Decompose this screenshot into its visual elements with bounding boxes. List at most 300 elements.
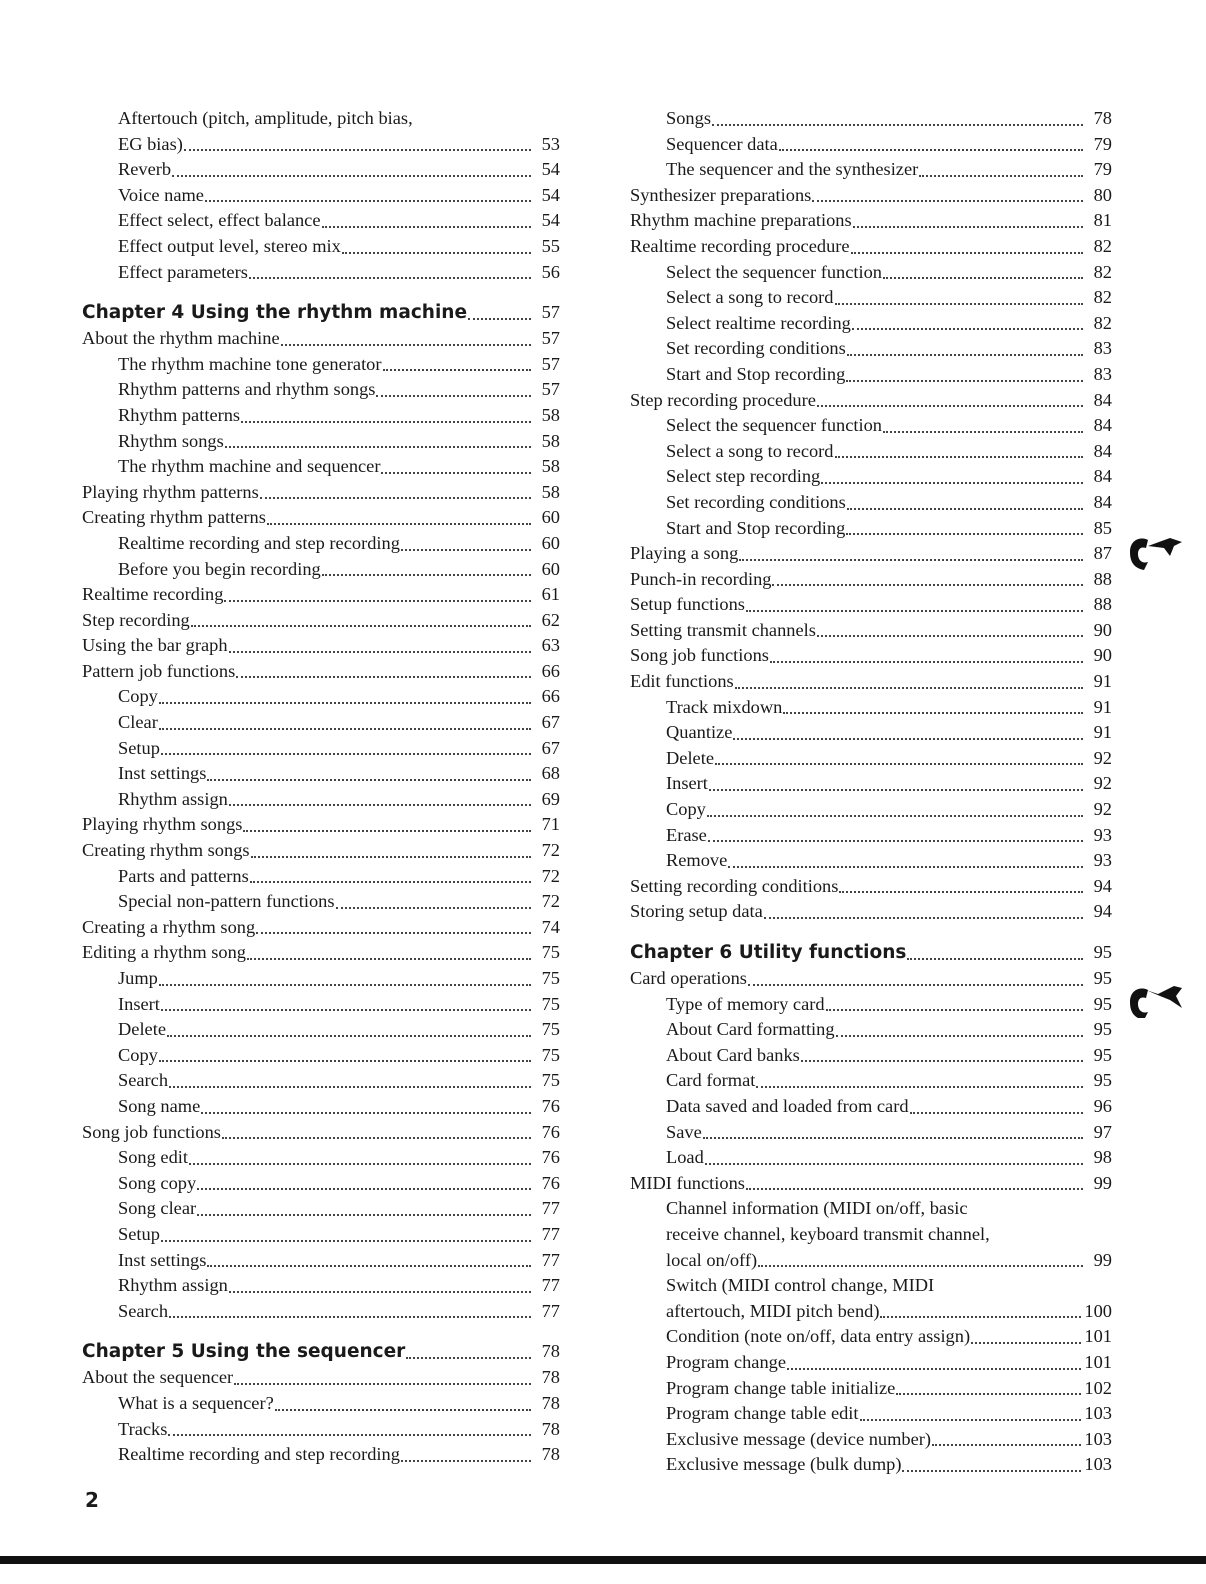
toc-entry bbox=[630, 992, 1112, 1018]
toc-leader-dots bbox=[201, 1112, 531, 1114]
toc-entry bbox=[630, 464, 1112, 490]
toc-entry bbox=[630, 1017, 1112, 1043]
toc-entry-page: 77 bbox=[541, 1300, 560, 1321]
toc-entry bbox=[630, 746, 1112, 772]
toc-leader-dots bbox=[746, 610, 1083, 612]
toc-entry bbox=[82, 157, 560, 183]
toc-entry-page: 67 bbox=[541, 712, 560, 733]
toc-entry-page: 58 bbox=[541, 404, 560, 425]
toc-leader-dots bbox=[733, 738, 1083, 740]
toc-entry-page: 101 bbox=[1084, 1351, 1112, 1372]
toc-entry-title: Playing rhythm patterns bbox=[82, 481, 259, 502]
toc-leader-dots bbox=[281, 344, 531, 346]
toc-entry-title: Search bbox=[118, 1070, 169, 1091]
toc-entry bbox=[630, 234, 1112, 260]
toc-entry bbox=[630, 439, 1112, 465]
toc-entry-page: 78 bbox=[541, 1444, 560, 1465]
toc-entry bbox=[630, 1401, 1112, 1427]
toc-entry bbox=[82, 992, 560, 1018]
toc-entry bbox=[82, 710, 560, 736]
toc-leader-dots bbox=[707, 815, 1083, 817]
toc-entry bbox=[630, 695, 1112, 721]
toc-entry bbox=[630, 592, 1112, 618]
toc-leader-dots bbox=[468, 318, 531, 320]
chapter-tab-mark-5 bbox=[1126, 534, 1182, 570]
toc-entry-title: Select step recording bbox=[666, 466, 821, 487]
toc-entry-title: Quantize bbox=[666, 722, 733, 743]
toc-entry-title: Step recording bbox=[82, 609, 190, 630]
toc-entry-title: Copy bbox=[118, 686, 158, 707]
toc-leader-dots bbox=[205, 200, 531, 202]
toc-entry-page: 95 bbox=[1093, 968, 1112, 988]
toc-entry-page: 84 bbox=[1093, 491, 1112, 512]
toc-entry bbox=[82, 736, 560, 762]
toc-chapter-heading bbox=[82, 1338, 560, 1365]
toc-entry-title: Special non-pattern functions bbox=[118, 891, 335, 912]
toc-leader-dots bbox=[853, 226, 1083, 228]
toc-entry-title: Inst settings bbox=[118, 763, 207, 784]
toc-entry-page: 91 bbox=[1093, 671, 1112, 692]
toc-entry bbox=[82, 1171, 560, 1197]
toc-entry-title: Setup bbox=[118, 737, 160, 758]
toc-leader-dots bbox=[229, 1291, 531, 1293]
toc-leader-dots bbox=[846, 533, 1083, 535]
toc-entry-title: Creating a rhythm song bbox=[82, 916, 256, 937]
toc-entry-title: Punch-in recording bbox=[630, 568, 772, 589]
toc-entry-title: Editing a rhythm song bbox=[82, 942, 246, 963]
toc-entry bbox=[82, 106, 560, 132]
toc-entry-title: Remove bbox=[666, 850, 728, 871]
toc-leader-dots bbox=[243, 830, 531, 832]
toc-entry-title: About Card banks bbox=[666, 1044, 800, 1065]
toc-entry-title: Select the sequencer function bbox=[666, 415, 883, 436]
toc-leader-dots bbox=[851, 252, 1083, 254]
toc-entry-page: 66 bbox=[541, 686, 560, 707]
toc-entry-title: Card format bbox=[666, 1070, 756, 1091]
toc-leader-dots bbox=[207, 779, 531, 781]
toc-entry-page: 57 bbox=[541, 302, 560, 323]
toc-entry bbox=[82, 1017, 560, 1043]
toc-leader-dots bbox=[172, 175, 531, 177]
toc-entry-page: 93 bbox=[1093, 850, 1112, 871]
toc-entry-page: 84 bbox=[1093, 389, 1112, 410]
toc-entry bbox=[82, 429, 560, 455]
toc-entry bbox=[82, 377, 560, 403]
toc-entry-page: 75 bbox=[541, 1044, 560, 1065]
toc-entry-page: 102 bbox=[1084, 1377, 1112, 1398]
toc-entry-page: 94 bbox=[1093, 875, 1112, 896]
toc-entry-title: Setup functions bbox=[630, 594, 745, 615]
toc-entry-title: receive channel, keyboard transmit channel, bbox=[666, 1223, 990, 1244]
toc-leader-dots bbox=[161, 753, 531, 755]
toc-leader-dots bbox=[159, 1060, 531, 1062]
toc-entry-title: EG bias) bbox=[118, 133, 183, 154]
toc-leader-dots bbox=[883, 277, 1083, 279]
toc-entry bbox=[82, 326, 560, 352]
toc-entry-page: 58 bbox=[541, 456, 560, 477]
toc-entry bbox=[630, 362, 1112, 388]
toc-entry bbox=[630, 797, 1112, 823]
toc-entry-page: 79 bbox=[1093, 133, 1112, 154]
toc-leader-dots bbox=[783, 712, 1083, 714]
toc-entry bbox=[630, 720, 1112, 746]
toc-entry bbox=[82, 1365, 560, 1391]
toc-entry-title: Condition (note on/off, data entry assign) bbox=[666, 1326, 971, 1347]
toc-entry-title: Sequencer data bbox=[666, 133, 778, 154]
toc-leader-dots bbox=[846, 380, 1083, 382]
toc-leader-dots bbox=[779, 149, 1083, 151]
toc-entry-title: Delete bbox=[666, 747, 714, 768]
toc-entry-title: Exclusive message (device number) bbox=[666, 1428, 932, 1449]
toc-entry bbox=[630, 541, 1112, 567]
toc-entry-title: Song name bbox=[118, 1095, 201, 1116]
toc-leader-dots bbox=[251, 856, 531, 858]
toc-entry bbox=[82, 608, 560, 634]
toc-entry-title: Select the sequencer function bbox=[666, 261, 883, 282]
toc-entry bbox=[82, 1442, 560, 1468]
toc-entry-page: 99 bbox=[1093, 1172, 1112, 1193]
toc-leader-dots bbox=[225, 446, 531, 448]
toc-entry-title: Delete bbox=[118, 1019, 166, 1040]
toc-entry-title: Pattern job functions bbox=[82, 660, 236, 681]
toc-entry-page: 66 bbox=[541, 660, 560, 681]
toc-entry-title: About the rhythm machine bbox=[82, 328, 280, 349]
toc-entry bbox=[82, 403, 560, 429]
toc-entry bbox=[630, 771, 1112, 797]
toc-entry bbox=[630, 966, 1112, 992]
toc-entry-title: Playing rhythm songs bbox=[82, 814, 243, 835]
toc-entry bbox=[82, 208, 560, 234]
toc-entry-title: What is a sequencer? bbox=[118, 1392, 274, 1413]
toc-entry bbox=[630, 1171, 1112, 1197]
toc-entry bbox=[82, 183, 560, 209]
toc-leader-dots bbox=[847, 508, 1083, 510]
toc-leader-dots bbox=[764, 917, 1083, 919]
toc-leader-dots bbox=[817, 405, 1083, 407]
toc-leader-dots bbox=[708, 840, 1083, 842]
toc-entry-page: 92 bbox=[1093, 799, 1112, 820]
toc-entry-page: 88 bbox=[1093, 568, 1112, 589]
toc-entry bbox=[630, 1273, 1112, 1299]
toc-entry bbox=[82, 659, 560, 685]
toc-leader-dots bbox=[322, 226, 531, 228]
toc-leader-dots bbox=[159, 984, 531, 986]
toc-leader-dots bbox=[197, 1188, 531, 1190]
toc-entry-title: Channel information (MIDI on/off, basic bbox=[666, 1198, 968, 1219]
toc-entry-title: Setup bbox=[118, 1223, 160, 1244]
toc-entry-page: 58 bbox=[541, 430, 560, 451]
toc-entry bbox=[630, 823, 1112, 849]
toc-entry bbox=[630, 1120, 1112, 1146]
toc-entry bbox=[630, 311, 1112, 337]
toc-entry-page: 103 bbox=[1084, 1428, 1112, 1449]
toc-entry-page: 90 bbox=[1093, 645, 1112, 666]
toc-entry-page: 82 bbox=[1093, 312, 1112, 333]
toc-entry-page: 84 bbox=[1093, 440, 1112, 461]
toc-entry-title: About the sequencer bbox=[82, 1367, 234, 1388]
toc-leader-dots bbox=[907, 958, 1083, 960]
toc-entry-page: 77 bbox=[541, 1249, 560, 1270]
toc-leader-dots bbox=[381, 472, 531, 474]
toc-leader-dots bbox=[835, 303, 1083, 305]
toc-leader-dots bbox=[739, 559, 1083, 561]
toc-entry bbox=[630, 1299, 1112, 1325]
toc-entry bbox=[82, 582, 560, 608]
toc-entry-page: 54 bbox=[541, 210, 560, 231]
toc-entry-page: 87 bbox=[1093, 543, 1112, 564]
toc-leader-dots bbox=[191, 625, 531, 627]
toc-leader-dots bbox=[275, 1409, 531, 1411]
toc-entry bbox=[630, 260, 1112, 286]
toc-entry bbox=[630, 1094, 1112, 1120]
toc-entry-title: Set recording conditions bbox=[666, 491, 846, 512]
toc-entry-page: 74 bbox=[541, 916, 560, 937]
toc-entry-page: 61 bbox=[541, 584, 560, 605]
toc-right-column bbox=[630, 106, 1112, 1478]
toc-entry-page: 93 bbox=[1093, 824, 1112, 845]
toc-entry-page: 95 bbox=[1093, 993, 1112, 1014]
toc-entry-title: Inst settings bbox=[118, 1249, 207, 1270]
toc-leader-dots bbox=[189, 1163, 531, 1165]
toc-entry-title: Insert bbox=[666, 773, 708, 794]
toc-entry-title: Realtime recording and step recording bbox=[118, 532, 400, 553]
toc-entry-page: 75 bbox=[541, 1019, 560, 1040]
toc-entry-page: 63 bbox=[541, 635, 560, 656]
toc-leader-dots bbox=[229, 804, 531, 806]
toc-entry bbox=[630, 208, 1112, 234]
toc-entry-page: 60 bbox=[541, 507, 560, 528]
toc-entry-page: 57 bbox=[541, 328, 560, 349]
toc-leader-dots bbox=[932, 1444, 1081, 1446]
toc-entry-title: Type of memory card bbox=[666, 993, 825, 1014]
toc-leader-dots bbox=[401, 1460, 531, 1462]
toc-entry-page: 103 bbox=[1084, 1454, 1112, 1475]
toc-entry-title: Clear bbox=[118, 712, 158, 733]
toc-entry-title: Save bbox=[666, 1121, 702, 1142]
toc-leader-dots bbox=[836, 1035, 1083, 1037]
toc-entry-page: 78 bbox=[541, 1418, 560, 1439]
toc-entry-title: Song edit bbox=[118, 1147, 188, 1168]
toc-entry-page: 103 bbox=[1084, 1403, 1112, 1424]
toc-leader-dots bbox=[715, 763, 1083, 765]
toc-entry-page: 76 bbox=[541, 1147, 560, 1168]
toc-leader-dots bbox=[772, 584, 1083, 586]
toc-entry-title: The rhythm machine tone generator bbox=[118, 353, 382, 374]
toc-entry bbox=[82, 684, 560, 710]
toc-entry bbox=[82, 1391, 560, 1417]
toc-leader-dots bbox=[260, 497, 531, 499]
toc-entry-title: Effect parameters bbox=[118, 261, 248, 282]
toc-entry bbox=[82, 1094, 560, 1120]
toc-entry-title: Exclusive message (bulk dump) bbox=[666, 1454, 902, 1475]
toc-entry bbox=[630, 336, 1112, 362]
toc-leader-dots bbox=[839, 891, 1083, 893]
toc-leader-dots bbox=[159, 702, 531, 704]
toc-leader-dots bbox=[883, 431, 1083, 433]
toc-entry bbox=[630, 1248, 1112, 1274]
toc-entry-page: 78 bbox=[541, 1367, 560, 1388]
toc-entry-page: 77 bbox=[541, 1275, 560, 1296]
toc-leader-dots bbox=[770, 661, 1083, 663]
toc-entry-title: Rhythm patterns bbox=[118, 404, 241, 425]
toc-entry-title: Start and Stop recording bbox=[666, 363, 846, 384]
toc-entry bbox=[82, 1120, 560, 1146]
toc-entry bbox=[630, 848, 1112, 874]
bottom-rule bbox=[0, 1556, 1206, 1564]
toc-entry-page: 71 bbox=[541, 814, 560, 835]
toc-entry-page: 54 bbox=[541, 184, 560, 205]
toc-entry bbox=[630, 1196, 1112, 1222]
toc-leader-dots bbox=[746, 1188, 1083, 1190]
toc-leader-dots bbox=[197, 1214, 531, 1216]
toc-entry-page: 82 bbox=[1093, 261, 1112, 282]
toc-entry bbox=[630, 1452, 1112, 1478]
toc-leader-dots bbox=[728, 866, 1083, 868]
toc-entry-page: 62 bbox=[541, 609, 560, 630]
toc-leader-dots bbox=[709, 789, 1083, 791]
toc-leader-dots bbox=[748, 984, 1083, 986]
toc-entry-page: 77 bbox=[541, 1198, 560, 1219]
toc-entry-page: 72 bbox=[541, 865, 560, 886]
toc-entry bbox=[82, 1043, 560, 1069]
toc-leader-dots bbox=[817, 635, 1083, 637]
toc-entry-title: Chapter 4 Using the rhythm machine bbox=[82, 302, 468, 324]
toc-entry-page: 84 bbox=[1093, 466, 1112, 487]
toc-entry-page: 53 bbox=[541, 133, 560, 154]
toc-entry-title: Song clear bbox=[118, 1198, 197, 1219]
toc-entry bbox=[82, 260, 560, 286]
toc-leader-dots bbox=[236, 676, 531, 678]
toc-entry-page: 83 bbox=[1093, 363, 1112, 384]
toc-leader-dots bbox=[847, 354, 1083, 356]
toc-leader-dots bbox=[401, 549, 531, 551]
toc-leader-dots bbox=[159, 728, 531, 730]
toc-leader-dots bbox=[161, 1009, 531, 1011]
toc-entry-title: Realtime recording procedure bbox=[630, 235, 850, 256]
toc-entry bbox=[82, 1417, 560, 1443]
toc-entry bbox=[630, 1427, 1112, 1453]
toc-entry-page: 75 bbox=[541, 942, 560, 963]
toc-entry-title: Creating rhythm songs bbox=[82, 840, 250, 861]
toc-leader-dots bbox=[184, 149, 531, 151]
toc-entry-title: Program change table edit bbox=[666, 1403, 859, 1424]
toc-entry bbox=[630, 1222, 1112, 1248]
toc-entry-page: 76 bbox=[541, 1121, 560, 1142]
toc-entry-title: Effect select, effect balance bbox=[118, 210, 321, 231]
toc-entry-title: Track mixdown bbox=[666, 696, 783, 717]
toc-entry bbox=[82, 1299, 560, 1325]
toc-entry-title: Card operations bbox=[630, 968, 747, 988]
toc-entry-page: 101 bbox=[1084, 1326, 1112, 1347]
toc-entry bbox=[630, 1043, 1112, 1069]
toc-entry bbox=[630, 669, 1112, 695]
toc-entry bbox=[82, 557, 560, 583]
toc-entry-page: 96 bbox=[1093, 1095, 1112, 1116]
toc-entry-title: Storing setup data bbox=[630, 901, 763, 922]
toc-entry-page: 57 bbox=[541, 379, 560, 400]
toc-entry bbox=[82, 966, 560, 992]
toc-leader-dots bbox=[801, 1060, 1083, 1062]
toc-entry-page: 54 bbox=[541, 159, 560, 180]
toc-entry bbox=[82, 864, 560, 890]
toc-entry-title: Song job functions bbox=[82, 1121, 221, 1142]
toc-entry-title: Rhythm assign bbox=[118, 788, 228, 809]
toc-entry-title: Before you begin recording bbox=[118, 558, 321, 579]
toc-entry bbox=[82, 1196, 560, 1222]
toc-entry-title: Realtime recording bbox=[82, 584, 224, 605]
toc-leader-dots bbox=[376, 395, 531, 397]
toc-entry-title: Playing a song bbox=[630, 543, 739, 564]
toc-entry-page: 88 bbox=[1093, 594, 1112, 615]
toc-entry bbox=[82, 480, 560, 506]
toc-entry-page: 95 bbox=[1093, 1019, 1112, 1040]
toc-entry-title: Load bbox=[666, 1147, 704, 1168]
toc-entry-title: Tracks bbox=[118, 1418, 168, 1439]
toc-leader-dots bbox=[910, 1112, 1083, 1114]
toc-entry-page: 99 bbox=[1093, 1249, 1112, 1270]
toc-entry-title: Step recording procedure bbox=[630, 389, 816, 410]
toc-entry-page: 77 bbox=[541, 1223, 560, 1244]
toc-entry bbox=[82, 1248, 560, 1274]
toc-entry bbox=[82, 1273, 560, 1299]
toc-entry-title: Copy bbox=[666, 799, 706, 820]
toc-entry-title: Effect output level, stereo mix bbox=[118, 235, 341, 256]
toc-entry-page: 85 bbox=[1093, 517, 1112, 538]
toc-leader-dots bbox=[229, 651, 531, 653]
toc-entry-title: Start and Stop recording bbox=[666, 517, 846, 538]
toc-entry bbox=[82, 633, 560, 659]
toc-entry-page: 75 bbox=[541, 1070, 560, 1091]
toc-entry bbox=[630, 899, 1112, 925]
toc-leader-dots bbox=[703, 1137, 1083, 1139]
toc-entry-title: Setting recording conditions bbox=[630, 875, 839, 896]
toc-entry bbox=[82, 505, 560, 531]
toc-entry-title: Data saved and loaded from card bbox=[666, 1095, 909, 1116]
toc-entry-title: Jump bbox=[118, 968, 158, 988]
toc-leader-dots bbox=[234, 1383, 531, 1385]
toc-entry-page: 94 bbox=[1093, 901, 1112, 922]
toc-entry-title: aftertouch, MIDI pitch bend) bbox=[666, 1300, 880, 1321]
toc-entry bbox=[630, 157, 1112, 183]
toc-leader-dots bbox=[705, 1163, 1083, 1165]
toc-entry-title: Reverb bbox=[118, 159, 172, 180]
toc-entry-title: The sequencer and the synthesizer bbox=[666, 159, 919, 180]
toc-leader-dots bbox=[880, 1316, 1081, 1318]
toc-entry-page: 72 bbox=[541, 840, 560, 861]
toc-entry-page: 69 bbox=[541, 788, 560, 809]
toc-leader-dots bbox=[860, 1419, 1082, 1421]
toc-entry bbox=[82, 838, 560, 864]
toc-entry bbox=[630, 618, 1112, 644]
toc-leader-dots bbox=[161, 1240, 531, 1242]
toc-entry bbox=[630, 1145, 1112, 1171]
toc-entry bbox=[630, 874, 1112, 900]
toc-entry-title: Erase bbox=[666, 824, 707, 845]
toc-entry-page: 67 bbox=[541, 737, 560, 758]
toc-entry-title: Search bbox=[118, 1300, 169, 1321]
toc-entry bbox=[630, 516, 1112, 542]
toc-entry bbox=[82, 761, 560, 787]
toc-entry-page: 55 bbox=[541, 235, 560, 256]
toc-entry bbox=[82, 531, 560, 557]
toc-entry-page: 92 bbox=[1093, 747, 1112, 768]
toc-entry bbox=[630, 1068, 1112, 1094]
toc-entry bbox=[82, 889, 560, 915]
toc-entry-title: Using the bar graph bbox=[82, 635, 228, 656]
toc-entry bbox=[630, 1376, 1112, 1402]
toc-entry-page: 90 bbox=[1093, 619, 1112, 640]
toc-entry bbox=[82, 1145, 560, 1171]
